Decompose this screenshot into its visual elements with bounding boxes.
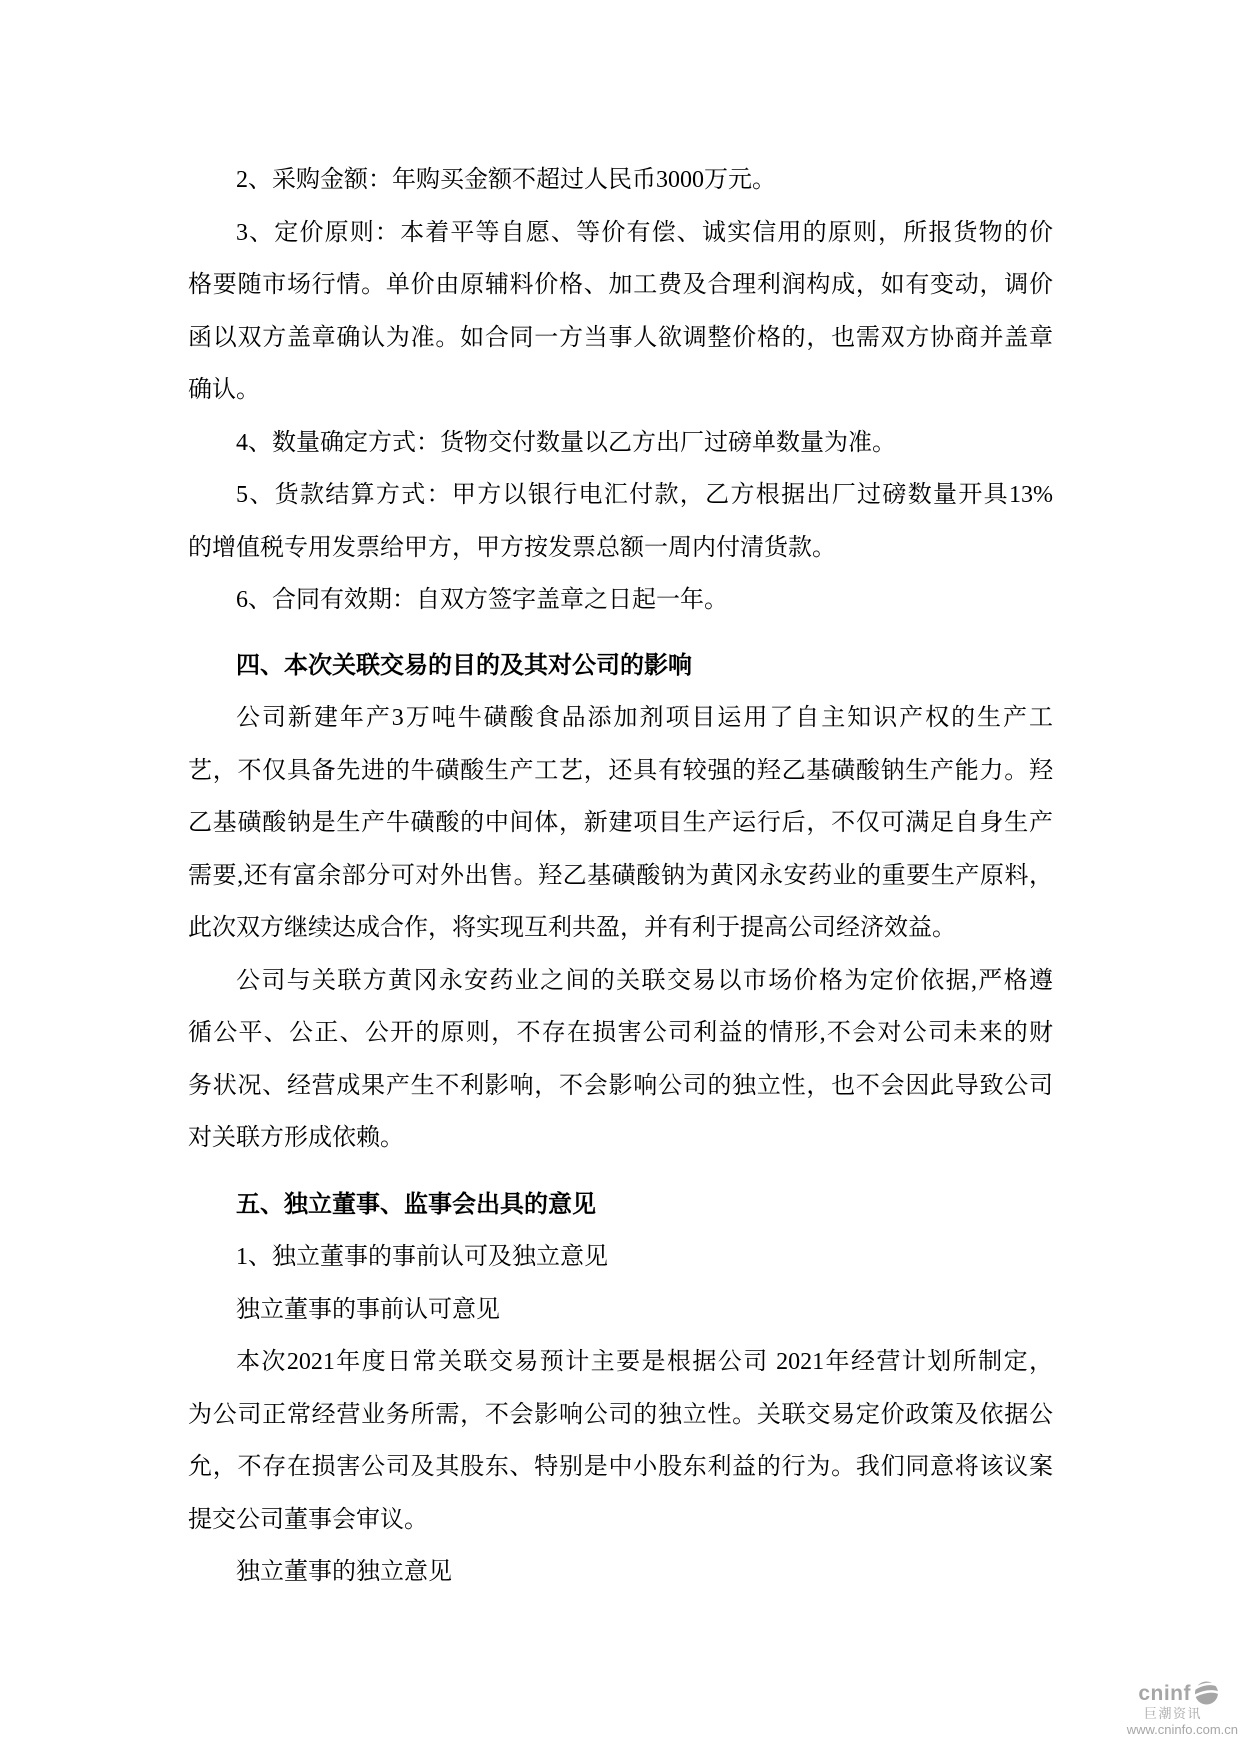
doc-line: 本次2021年度日常关联交易预计主要是根据公司 2021年经营计划所制定， bbox=[236, 1349, 1053, 1375]
cninfo-url: www.cninfo.com.cn bbox=[1126, 1722, 1238, 1737]
doc-line: 1、独立董事的事前认可及独立意见 bbox=[236, 1244, 608, 1270]
doc-line: 格要随市场行情。单价由原辅料价格、加工费及合理利润构成，如有变动，调价 bbox=[188, 272, 1053, 298]
doc-line: 6、合同有效期：自双方签字盖章之日起一年。 bbox=[236, 587, 728, 613]
section-heading-5: 五、独立董事、监事会出具的意见 bbox=[236, 1191, 596, 1218]
section-heading-4: 四、本次关联交易的目的及其对公司的影响 bbox=[236, 652, 692, 679]
doc-line: 艺，不仅具备先进的牛磺酸生产工艺，还具有较强的羟乙基磺酸钠生产能力。羟 bbox=[188, 757, 1053, 784]
cninfo-logo bbox=[1138, 1680, 1220, 1706]
cninfo-wordmark: cninf bbox=[1138, 1681, 1191, 1705]
doc-line: 独立董事的独立意见 bbox=[236, 1559, 452, 1585]
doc-line: 公司新建年产3万吨牛磺酸食品添加剂项目运用了自主知识产权的生产工 bbox=[236, 705, 1053, 731]
doc-line: 确认。 bbox=[188, 377, 260, 403]
cninfo-chinese-name: 巨潮资讯 bbox=[1143, 1706, 1202, 1721]
doc-line: 务状况、经营成果产生不利影响，不会影响公司的独立性，也不会因此导致公司 bbox=[188, 1072, 1053, 1099]
doc-line: 5、货款结算方式：甲方以银行电汇付款，乙方根据出厂过磅数量开具13% bbox=[236, 482, 1053, 508]
doc-line: 独立董事的事前认可意见 bbox=[236, 1296, 500, 1323]
doc-line: 此次双方继续达成合作，将实现互利共盈，并有利于提高公司经济效益。 bbox=[188, 915, 956, 941]
doc-line: 函以双方盖章确认为准。如合同一方当事人欲调整价格的，也需双方协商并盖章 bbox=[188, 324, 1053, 351]
doc-line: 需要,还有富余部分可对外出售。羟乙基磺酸钠为黄冈永安药业的重要生产原料， bbox=[188, 862, 1053, 889]
doc-line: 公司与关联方黄冈永安药业之间的关联交易以市场价格为定价依据,严格遵 bbox=[236, 967, 1053, 994]
document-body bbox=[188, 154, 1053, 1599]
doc-line: 允，不存在损害公司及其股东、特别是中小股东利益的行为。我们同意将该议案 bbox=[188, 1454, 1053, 1480]
doc-line: 3、定价原则：本着平等自愿、等价有偿、诚实信用的原则，所报货物的价 bbox=[236, 219, 1053, 246]
doc-line: 4、数量确定方式：货物交付数量以乙方出厂过磅单数量为准。 bbox=[236, 429, 896, 456]
doc-line: 提交公司董事会审议。 bbox=[188, 1506, 428, 1533]
doc-line: 2、采购金额：年购买金额不超过人民币3000万元。 bbox=[236, 167, 776, 193]
doc-line: 对关联方形成依赖。 bbox=[188, 1125, 404, 1151]
cninfo-watermark bbox=[1113, 1680, 1238, 1738]
doc-line: 的增值税专用发票给甲方，甲方按发票总额一周内付清货款。 bbox=[188, 534, 836, 561]
doc-line: 为公司正常经营业务所需，不会影响公司的独立性。关联交易定价政策及依据公 bbox=[188, 1401, 1053, 1428]
doc-line: 循公平、公正、公开的原则，不存在损害公司利益的情形,不会对公司未来的财 bbox=[188, 1020, 1053, 1046]
doc-line: 乙基磺酸钠是生产牛磺酸的中间体，新建项目生产运行后，不仅可满足自身生产 bbox=[188, 810, 1053, 836]
cninfo-globe-icon bbox=[1193, 1680, 1220, 1706]
